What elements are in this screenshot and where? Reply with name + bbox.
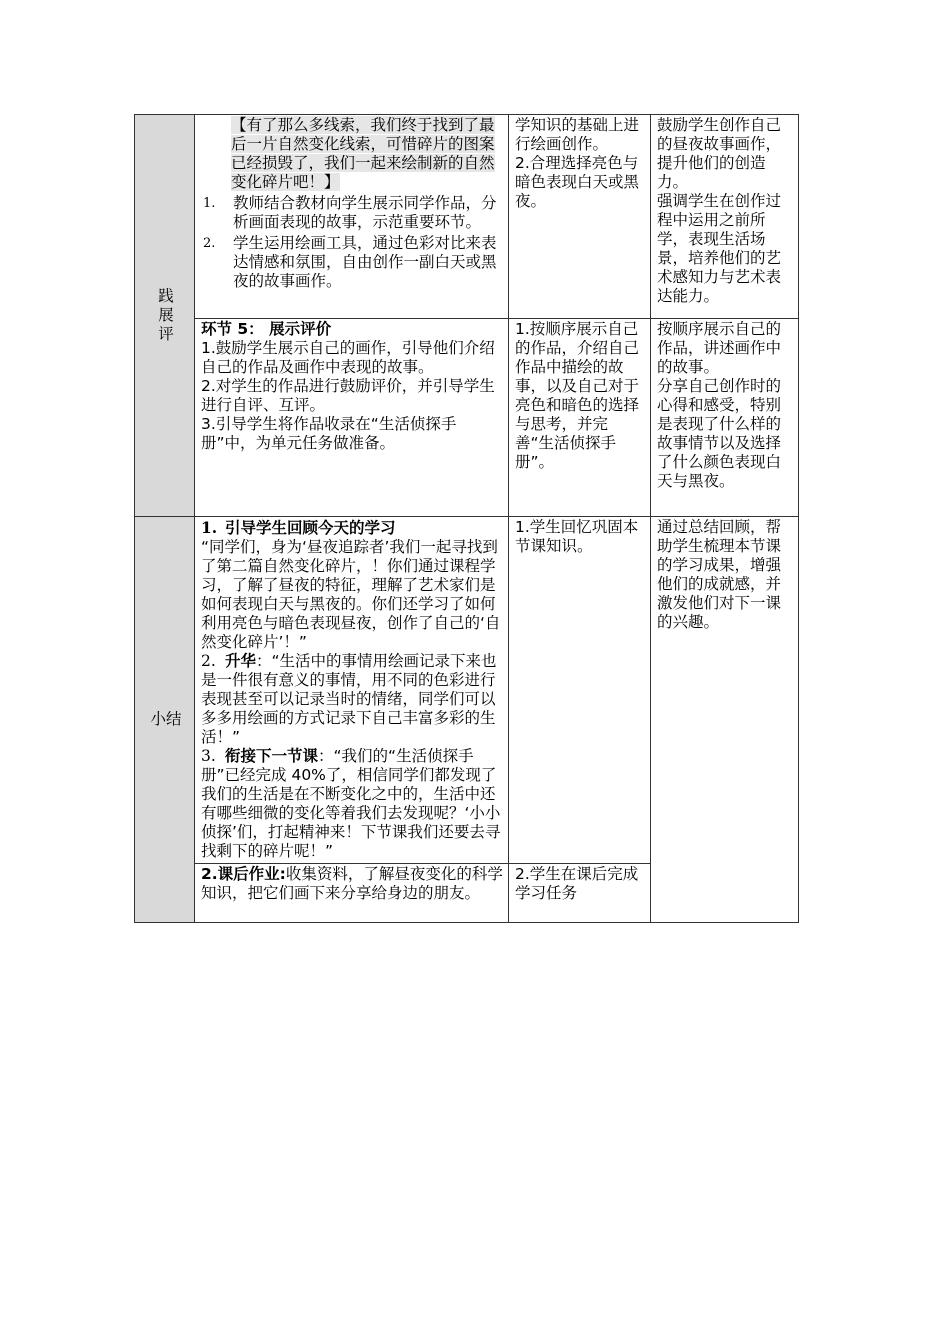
list-item: 1. 教师结合教材向学生展示同学作品，分析画面表现的故事，示范重要环节。 — [203, 194, 497, 231]
teacher-activity-cell — [195, 115, 509, 319]
lesson-plan-table — [134, 114, 799, 923]
table-row — [135, 517, 799, 864]
stage-label-practice: 践 展 评 — [135, 115, 195, 517]
teacher-activity-cell: 环节 5： 展示评价 1.鼓励学生展示自己的画作，引导他们介绍自己的作品及画作中表现的故事。 2.对学生的作品进行鼓励评价，并引导学生进行自评、互评。 3.引导学生将作品收录在“生活侦探手册”中，为单元任务做准备。 — [195, 319, 509, 517]
stage-label-summary: 小结 — [135, 517, 195, 923]
teacher-activity-cell: 1. 引导学生回顾今天的学习 “同学们，身为‘昼夜追踪者’我们一起寻找到了第二篇自然变化碎片，！你们通过课程学习，了解了昼夜的特征，理解了艺术家们是如何表现白天与黑夜的。你们还学习了如何利用亮色与暗色表现昼夜，创作了自己的‘自然变化碎片’！” 2. 升华：“生活中的事情用绘画记录下来也是一件很有意义的事情，用不同的色彩进行表现甚至可以记录当时的情绪，同学们可以多多用绘画的方式记录下自己丰富多彩的生活！” 3. 衔接下一节课：“我们的“生活侦探手册”已经完成 40%了，相信同学们都发现了我们的生活是在不断变化之中的，生活中还有哪些细微的变化等着我们去发现呢？‘小小侦探’们，打起精神来！下节课我们还要去寻找剩下的碎片呢！” — [195, 517, 509, 864]
student-activity-cell: 学知识的基础上进行绘画创作。 2.合理选择亮色与暗色表现白天或黑夜。 — [509, 115, 651, 319]
table-row — [135, 115, 799, 319]
design-intent-cell: 按顺序展示自己的作品，讲述画作中的故事。 分享自己创作时的心得和感受，特别是表现了什么样的故事情节以及选择了什么颜色表现白天与黑夜。 — [651, 319, 799, 517]
step-title: 环节 5： 展示评价 — [201, 320, 332, 338]
list-item: 2. 学生运用绘画工具，通过色彩对比来表达情感和氛围，自由创作一副白天或黑夜的故事画作。 — [203, 234, 497, 290]
design-intent-cell: 通过总结回顾，帮助学生梳理本节课的学习成果，增强他们的成就感，并激发他们对下一课的兴趣。 — [651, 517, 799, 923]
student-activity-cell: 2.学生在课后完成学习任务 — [509, 864, 651, 923]
student-activity-cell: 1.按顺序展示自己的作品，介绍自己作品中描绘的故事，以及自己对于亮色和暗色的选择与思考，并完善“生活侦探手册”。 — [509, 319, 651, 517]
story-quote: 【有了那么多线索，我们终于找到了最后一片自然变化线索，可惜碎片的图案已经损毁了，我们一起来绘制新的自然变化碎片吧！】 — [231, 116, 495, 191]
step-title: 1. 引导学生回顾今天的学习 — [201, 518, 396, 537]
student-activity-cell: 1.学生回忆巩固本节课知识。 — [509, 517, 651, 864]
design-intent-cell: 鼓励学生创作自己的昼夜故事画作，提升他们的创造力。 强调学生在创作过程中运用之前所学，表现生活场景，培养他们的艺术感知力与艺术表达能力。 — [651, 115, 799, 319]
homework-cell: 2.课后作业:收集资料，了解昼夜变化的科学知识，把它们画下来分享给身边的朋友。 — [195, 864, 509, 923]
table-row — [135, 319, 799, 517]
